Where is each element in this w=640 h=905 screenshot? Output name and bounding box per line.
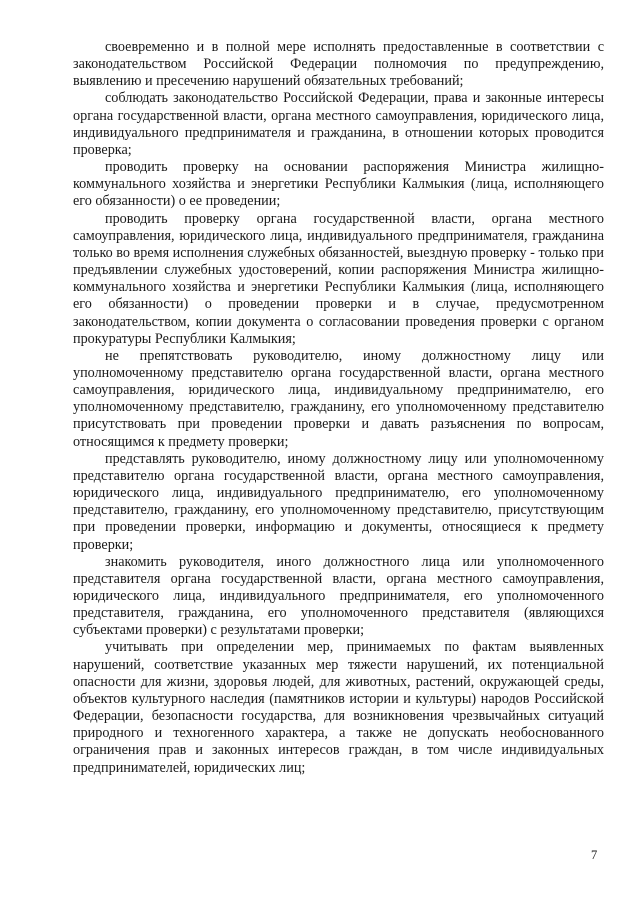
paragraph-consider-measures: учитывать при определении мер, принимаемых по фактам выявленных нарушений, соответствие указанных мер тяжести нарушений, их потенциальной опасности для жизни, здоровья людей, для животных, растений, окружающей среды, объектов культурного наследия (памятников истории и культуры) народов Российской Федерации, безопасности государства, для возникновения чрезвычайных ситуаций природного и техногенного характера, а также не допускать необоснованного ограничения прав и законных интересов граждан, в том числе индивидуальных предпринимателей, юридических лиц;: [73, 639, 604, 776]
paragraph-inspection-conditions: проводить проверку органа государственной власти, органа местного самоуправления, юридического лица, индивидуального предпринимателя, гражданина только во время исполнения служебных обязанностей, выездную проверку - только при предъявлении служебных удостоверений, копии распоряжения Министра жилищно-коммунального хозяйства и энергетики Республики Калмыкия (лица, исполняющего его обязанности) о проведении проверки и в случае, предусмотренном законодательством, копии документа о согласовании проведения проверки с органом прокуратуры Республики Калмыкия;: [73, 210, 605, 347]
paragraph-do-not-obstruct: не препятствовать руководителю, иному должностному лицу или уполномоченному представителю органа государственной власти, органа местного самоуправления, юридического лица, индивидуальному предпринимателю, его уполномоченному представителю, гражданину, его уполномоченному представителю присутствовать при проведении проверки и давать разъяснения по вопросам, относящимся к предмету проверки;: [73, 347, 604, 450]
paragraph-familiarize-with-results: знакомить руководителя, иного должностного лица или уполномоченного представителя органа государственной власти, органа местного самоуправления, юридического лица, индивидуального предпринимателя, его уполномоченного представителя, гражданина, его уполномоченного представителя (являющихся субъектами проверки) с результатами проверки;: [73, 553, 604, 639]
paragraph-comply-with-legislation: соблюдать законодательство Российской Федерации, права и законные интересы органа государственной власти, органа местного самоуправления, юридического лица, индивидуального предпринимателя и гражданина, в отношении которых проводится проверка;: [73, 90, 604, 158]
page-number: 7: [591, 848, 598, 862]
paragraph-timely-exercise-powers: своевременно и в полной мере исполнять предоставленные в соответствии с законодательством Российской Федерации полномочия по предупреждению, выявлению и пресечению нарушений обязательных требований;: [73, 39, 604, 90]
paragraph-inspection-basis: проводить проверку на основании распоряжения Министра жилищно-коммунального хозяйства и энергетики Республики Калмыкия (лица, исполняющего его обязанности) о ее проведении;: [73, 159, 604, 210]
paragraph-provide-information: представлять руководителю, иному должностному лицу или уполномоченному представителю органа государственной власти, органа местного самоуправления, юридического лица, индивидуального предпринимателю, его уполномоченному представителю, гражданину, его уполномоченному представителю, присутствующим при проведении проверки, информацию и документы, относящиеся к предмету проверки;: [73, 450, 604, 553]
document-body: [73, 39, 604, 777]
